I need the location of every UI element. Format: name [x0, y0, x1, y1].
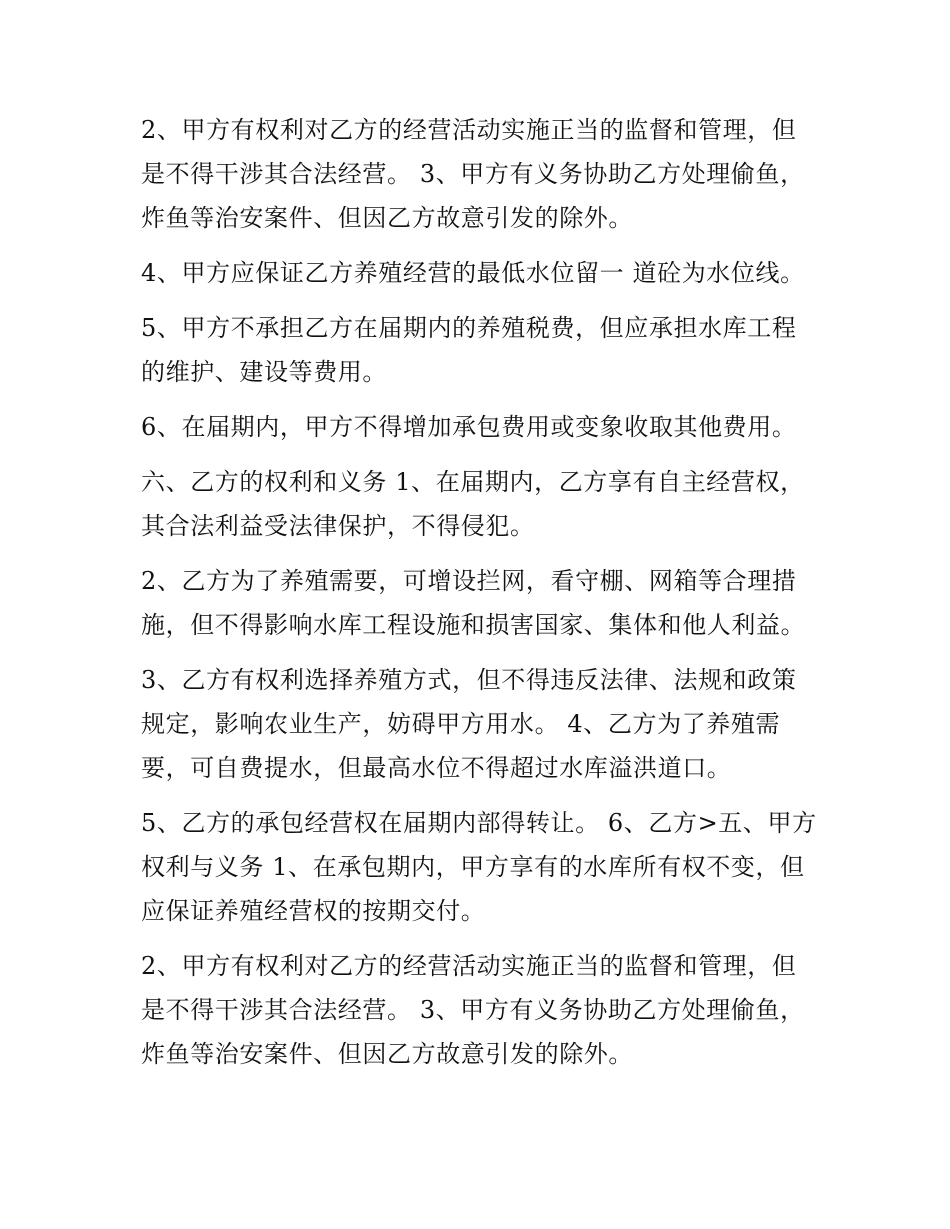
paragraph-9: 2、甲方有权利对乙方的经营活动实施正当的监督和管理，但是不得干涉其合法经营。 3、甲方有义务协助乙方处理偷鱼，炸鱼等治安案件、但因乙方故意引发的除外。	[141, 952, 805, 1068]
document-body	[141, 108, 821, 1076]
paragraph-1: 2、甲方有权利对乙方的经营活动实施正当的监督和管理，但是不得干涉其合法经营。 3、甲方有义务协助乙方处理偷鱼，炸鱼等治安案件、但因乙方故意引发的除外。	[141, 116, 805, 232]
paragraph-5: 六、乙方的权利和义务 1、在届期内，乙方享有自主经营权，其合法利益受法律保护，不得侵犯。	[141, 468, 805, 540]
paragraph-3: 5、甲方不承担乙方在届期内的养殖税费，但应承担水库工程的维护、建设等费用。	[141, 314, 797, 386]
paragraph-8: 5、乙方的承包经营权在届期内部得转让。 6、乙方>五、甲方权利与义务 1、在承包期内，甲方享有的水库所有权不变，但应保证养殖经营权的按期交付。	[141, 809, 817, 925]
paragraph-4: 6、在届期内，甲方不得增加承包费用或变象收取其他费用。	[141, 413, 797, 441]
paragraph-6: 2、乙方为了养殖需要，可增设拦网，看守棚、网箱等合理措施，但不得影响水库工程设施和损害国家、集体和他人利益。	[141, 567, 806, 639]
paragraph-7: 3、乙方有权利选择养殖方式，但不得违反法律、法规和政策规定，影响农业生产，妨碍甲方用水。 4、乙方为了养殖需要，可自费提水，但最高水位不得超过水库溢洪道口。	[141, 666, 797, 782]
paragraph-2: 4、甲方应保证乙方养殖经营的最低水位留一 道砼为水位线。	[141, 259, 805, 287]
